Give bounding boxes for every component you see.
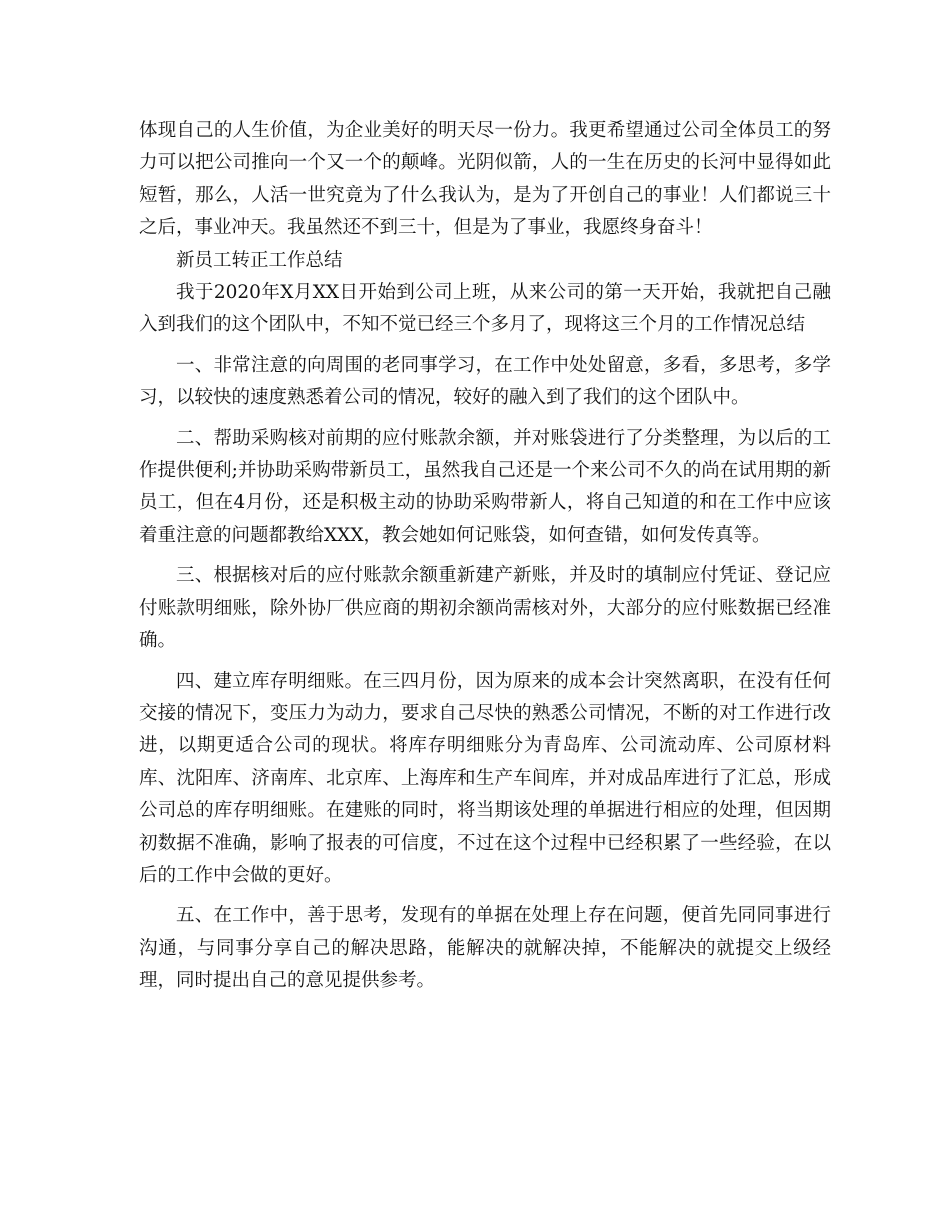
paragraph-item-2: 二、帮助采购核对前期的应付账款余额，并对账袋进行了分类整理，为以后的工作提供便利;并协助采购带新员工，虽然我自己还是一个来公司不久的尚在试用期的新员工，但在4月份，还是积极主动的协助采购带新人，将自己知道的和在工作中应该着重注意的问题都教给XXX，教会她如何记账袋，如何查错，如何发传真等。 <box>139 427 831 546</box>
paragraph-item-1: 一、非常注意的向周围的老同事学习，在工作中处处留意，多看，多思考，多学习，以较快的速度熟悉着公司的情况，较好的融入到了我们的这个团队中。 <box>139 354 831 409</box>
paragraph-intro: 我于2020年X月XX日开始到公司上班，从来公司的第一天开始，我就把自己融入到我们的这个团队中，不知不觉已经三个多月了，现将这三个月的工作情况总结 <box>139 282 831 336</box>
section-heading: 新员工转正工作总结 <box>176 249 343 271</box>
document-body <box>139 115 831 998</box>
paragraph-item-5: 五、在工作中，善于思考，发现有的单据在处理上存在问题，便首先同同事进行沟通，与同事分享自己的解决思路，能解决的就解决掉，不能解决的就提交上级经理，同时提出自己的意见提供参考。 <box>139 905 831 992</box>
paragraph-item-3: 三、根据核对后的应付账款余额重新建产新账，并及时的填制应付凭证、登记应付账款明细账，除外协厂供应商的期初余额尚需核对外，大部分的应付账数据已经准确。 <box>139 565 831 652</box>
paragraph-continuation: 体现自己的人生价值，为企业美好的明天尽一份力。我更希望通过公司全体员工的努力可以把公司推向一个又一个的颠峰。光阴似箭，人的一生在历史的长河中显得如此短暂，那么，人活一世究竟为了什么我认为，是为了开创自己的事业！人们都说三十之后，事业冲天。我虽然还不到三十，但是为了事业，我愿终身奋斗！ <box>139 120 831 239</box>
paragraph-item-4: 四、建立库存明细账。在三四月份，因为原来的成本会计突然离职，在没有任何交接的情况下，变压力为动力，要求自己尽快的熟悉公司情况，不断的对工作进行改进，以期更适合公司的现状。将库存明细账分为青岛库、公司流动库、公司原材料库、沈阳库、济南库、北京库、上海库和生产车间库，并对成品库进行了汇总，形成公司总的库存明细账。在建账的同时，将当期该处理的单据进行相应的处理，但因期初数据不准确，影响了报表的可信度，不过在这个过程中已经积累了一些经验，在以后的工作中会做的更好。 <box>139 670 831 886</box>
